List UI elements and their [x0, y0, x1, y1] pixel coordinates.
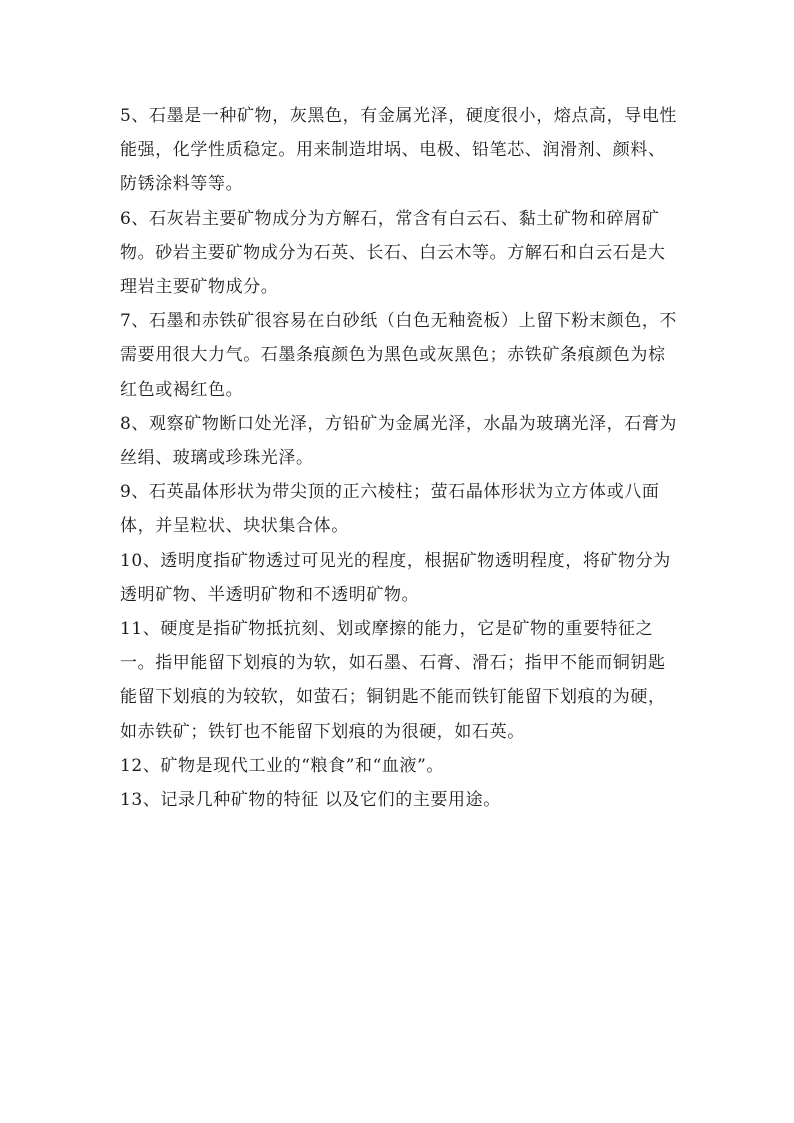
paragraph-11: 11、硬度是指矿物抵抗刻、划或摩擦的能力，它是矿物的重要特征之一。指甲能留下划痕的为软，如石墨、石膏、滑石；指甲不能而铜钥匙能留下划痕的为较软，如萤石；铜钥匙不能而铁钉能留下划痕的为硬，如赤铁矿；铁钉也不能留下划痕的为很硬，如石英。	[120, 619, 666, 742]
paragraph-7: 7、石墨和赤铁矿很容易在白砂纸（白色无釉瓷板）上留下粉末颜色，不需要用很大力气。石墨条痕颜色为黑色或灰黑色；赤铁矿条痕颜色为棕红色或褐红色。	[120, 311, 678, 400]
paragraph-10: 10、透明度指矿物透过可见光的程度，根据矿物透明程度，将矿物分为透明矿物、半透明矿物和不透明矿物。	[120, 550, 671, 605]
paragraph-12: 12、矿物是现代工业的“粮食”和“血液”。	[120, 755, 444, 776]
paragraph-8: 8、观察矿物断口处光泽，方铅矿为金属光泽，水晶为玻璃光泽，石膏为丝绢、玻璃或珍珠光泽。	[120, 413, 678, 469]
paragraph-5: 5、石墨是一种矿物，灰黑色，有金属光泽，硬度很小，熔点高，导电性能强，化学性质稳定。用来制造坩埚、电极、铅笔芯、润滑剂、颜料、防锈涂料等等。	[120, 106, 678, 195]
paragraph-13: 13、记录几种矿物的特征 以及它们的主要用途。	[120, 790, 501, 811]
paragraph-6: 6、石灰岩主要矿物成分为方解石，常含有白云石、黏土矿物和碎屑矿物。砂岩主要矿物成分为石英、长石、白云木等。方解石和白云石是大理岩主要矿物成分。	[120, 208, 666, 298]
document-body	[120, 99, 680, 817]
paragraph-9: 9、石英晶体形状为带尖顶的正六棱柱；萤石晶体形状为立方体或八面体，并呈粒状、块状集合体。	[120, 482, 660, 537]
